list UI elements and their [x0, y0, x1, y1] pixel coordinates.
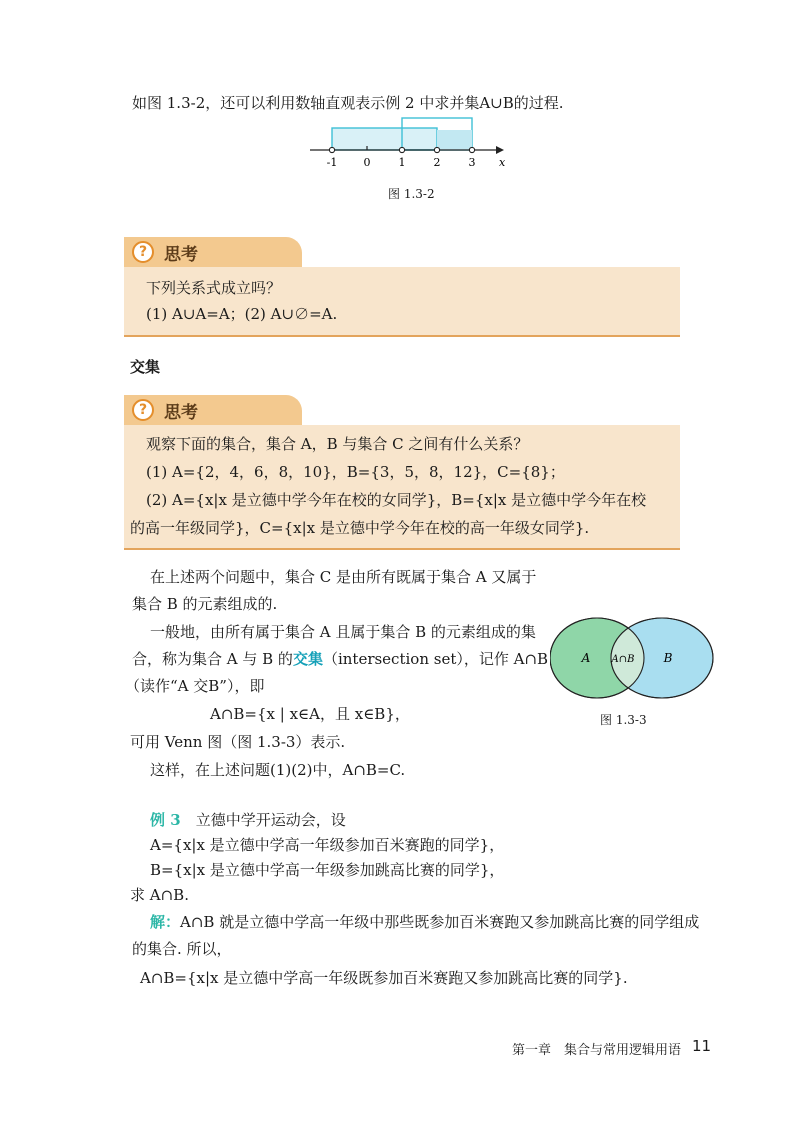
think-tab: [124, 237, 302, 267]
figure-caption: 图 1.3-3: [600, 713, 647, 727]
think-line: (1) A∪A=A；(2) A∪∅=A.: [146, 305, 338, 323]
venn-diagram: [550, 616, 718, 702]
tick-label: 0: [363, 156, 371, 169]
solution-formula: A∩B={x|x 是立德中学高一年级既参加百米赛跑又参加跳高比赛的同学}.: [140, 969, 628, 987]
question-icon: ?: [132, 241, 154, 263]
axis-label: x: [499, 156, 506, 169]
think-box: [124, 237, 680, 337]
body-text: （读作“A 交B”），即: [125, 677, 265, 695]
tick-label: -1: [326, 156, 338, 169]
think-line: 下列关系式成立吗？: [146, 279, 282, 297]
think-label: 思考: [164, 245, 198, 265]
solution-line: [150, 911, 699, 933]
endpoint-3: [469, 147, 474, 152]
body-text: 在上述两个问题中，集合 C 是由所有既属于集合 A 又属于: [150, 568, 537, 586]
intro-text: 如图 1.3-2，还可以利用数轴直观表示例 2 中求并集A∪B的过程.: [132, 94, 564, 112]
think-label: 思考: [164, 403, 198, 423]
example-title: 立德中学开运动会，设: [195, 811, 346, 829]
question-icon: ?: [132, 399, 154, 421]
body-text-part: （intersection set），记作 A∩B: [322, 650, 549, 668]
solution-text: A∩B 就是立德中学高一年级中那些既参加百米赛跑又参加跳高比赛的同学组成: [180, 913, 700, 931]
think-line: (1) A={2，4，6，8，10}，B={3，5，8，12}，C={8}；: [146, 463, 565, 481]
body-text: 集合 B 的元素组成的.: [132, 595, 278, 613]
think-line: 观察下面的集合，集合 A，B 与集合 C 之间有什么关系？: [146, 435, 529, 453]
chapter-footer: 第一章 集合与常用逻辑用语: [512, 1043, 682, 1058]
venn-label-b: B: [663, 651, 673, 665]
body-text: 这样，在上述问题(1)(2)中，A∩B=C.: [150, 761, 406, 779]
think-panel: [124, 267, 680, 337]
set-b-shade: [437, 130, 472, 150]
endpoint-1: [399, 147, 404, 152]
venn-label-a: A: [581, 651, 591, 665]
figure-caption: 图 1.3-2: [388, 187, 435, 201]
think-line: (2) A={x|x 是立德中学今年在校的女同学}，B={x|x 是立德中学今年在校: [146, 491, 647, 509]
formula: A∩B={x | x∈A，且 x∈B}，: [210, 705, 410, 723]
page-number: 11: [692, 1037, 712, 1055]
endpoint-neg1: [329, 147, 334, 152]
body-text: [132, 648, 548, 670]
think-box: [124, 395, 680, 550]
example-line: A={x|x 是立德中学高一年级参加百米赛跑的同学}，: [150, 836, 505, 854]
example-label: 例 3: [150, 811, 181, 829]
solution-line: 的集合. 所以，: [132, 940, 232, 958]
section-title: 交集: [130, 358, 161, 376]
keyword-intersection: 交集: [292, 650, 323, 668]
tick-label: 2: [433, 156, 441, 169]
body-text-part: 合，称为集合 A 与 B 的: [132, 650, 293, 668]
body-text: 可用 Venn 图（图 1.3-3）表示.: [130, 733, 346, 751]
endpoint-2: [434, 147, 439, 152]
tick-label: 1: [398, 156, 406, 169]
think-tab: [124, 395, 302, 425]
example-line: 求 A∩B.: [130, 886, 189, 904]
example-heading: [150, 809, 346, 831]
venn-label-ab: A∩B: [611, 654, 635, 665]
set-a-interval: [332, 128, 437, 150]
example-line: B={x|x 是立德中学高一年级参加跳高比赛的同学}，: [150, 861, 505, 879]
solution-label: 解：: [150, 913, 181, 931]
axis-arrow: [496, 146, 504, 154]
think-line: 的高一年级同学}，C={x|x 是立德中学今年在校的高一年级女同学}.: [130, 519, 590, 537]
think-panel: [124, 425, 680, 550]
tick-label: 3: [468, 156, 476, 169]
number-line-figure: [300, 114, 520, 176]
body-text: 一般地，由所有属于集合 A 且属于集合 B 的元素组成的集: [150, 623, 536, 641]
